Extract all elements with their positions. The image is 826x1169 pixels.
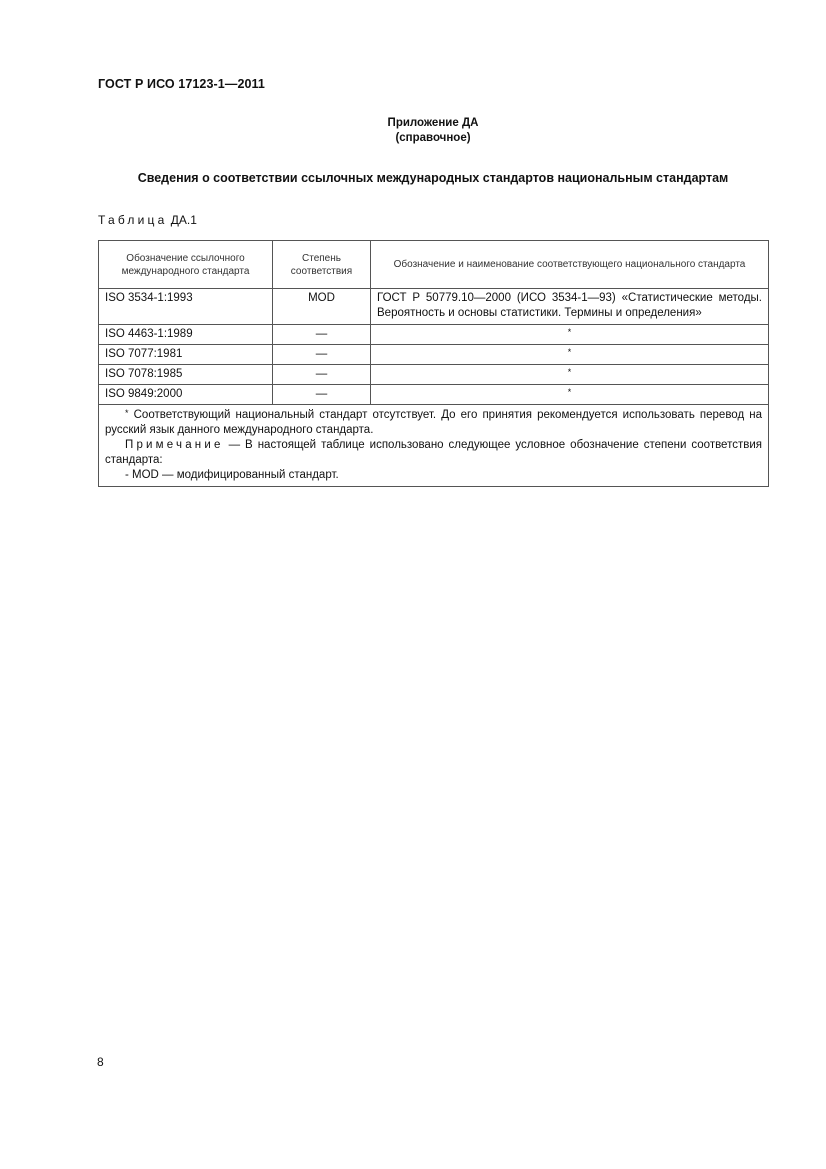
footnote-marker: * (567, 387, 572, 397)
cell-degree: — (273, 325, 371, 345)
footnote-marker: * (567, 347, 572, 357)
table-row (99, 385, 769, 405)
legend-line: - MOD — модифицированный стандарт. (125, 469, 339, 481)
cell-degree: — (273, 385, 371, 405)
page-number: 8 (97, 1055, 104, 1069)
table-header-row (99, 241, 769, 289)
note-text: — В настоящей таблице использовано следующее условное обозначение степени соответствия стандарта: (105, 439, 762, 466)
table-caption (98, 213, 197, 227)
cell-national (371, 365, 769, 385)
column-header-degree: Степень соответствия (273, 241, 371, 289)
annex-heading (0, 116, 826, 146)
table-notes-row (99, 405, 769, 487)
cell-national (371, 325, 769, 345)
cell-degree: — (273, 365, 371, 385)
table-row (99, 289, 769, 325)
footnote-marker: * (567, 327, 572, 337)
footnote-text: Соответствующий национальный стандарт отсутствует. До его принятия рекомендуется использовать перевод на русский язык данного международного стандарта. (105, 409, 763, 436)
table-row (99, 365, 769, 385)
cell-reference: ISO 9849:2000 (99, 385, 273, 405)
standards-table (98, 240, 769, 487)
cell-national (371, 345, 769, 365)
cell-national (371, 385, 769, 405)
annex-title: Сведения о соответствии ссылочных международных стандартов национальным стандартам (137, 171, 729, 185)
document-code: ГОСТ Р ИСО 17123-1—2011 (98, 77, 265, 91)
column-header-reference: Обозначение ссылочного международного стандарта (99, 241, 273, 289)
table-row (99, 325, 769, 345)
annex-status: (справочное) (395, 132, 471, 144)
footnote-mark: * (125, 408, 129, 418)
table-notes (99, 405, 769, 487)
cell-national: ГОСТ Р 50779.10—2000 (ИСО 3534-1—93) «Статистические методы. Вероятность и основы статистики. Термины и определения» (371, 289, 769, 325)
table-caption-word: Таблица (98, 213, 168, 227)
annex-name: Приложение ДА (387, 117, 479, 129)
table-caption-id: ДА.1 (170, 213, 197, 227)
cell-reference: ISO 7077:1981 (99, 345, 273, 365)
cell-reference: ISO 3534-1:1993 (99, 289, 273, 325)
cell-reference: ISO 4463-1:1989 (99, 325, 273, 345)
table-row (99, 345, 769, 365)
cell-degree: MOD (273, 289, 371, 325)
table-note (105, 438, 762, 468)
cell-degree: — (273, 345, 371, 365)
footnote (105, 408, 762, 438)
column-header-national: Обозначение и наименование соответствующего национального стандарта (371, 241, 769, 289)
cell-reference: ISO 7078:1985 (99, 365, 273, 385)
note-label: Примечание (125, 439, 224, 451)
footnote-marker: * (567, 367, 572, 377)
